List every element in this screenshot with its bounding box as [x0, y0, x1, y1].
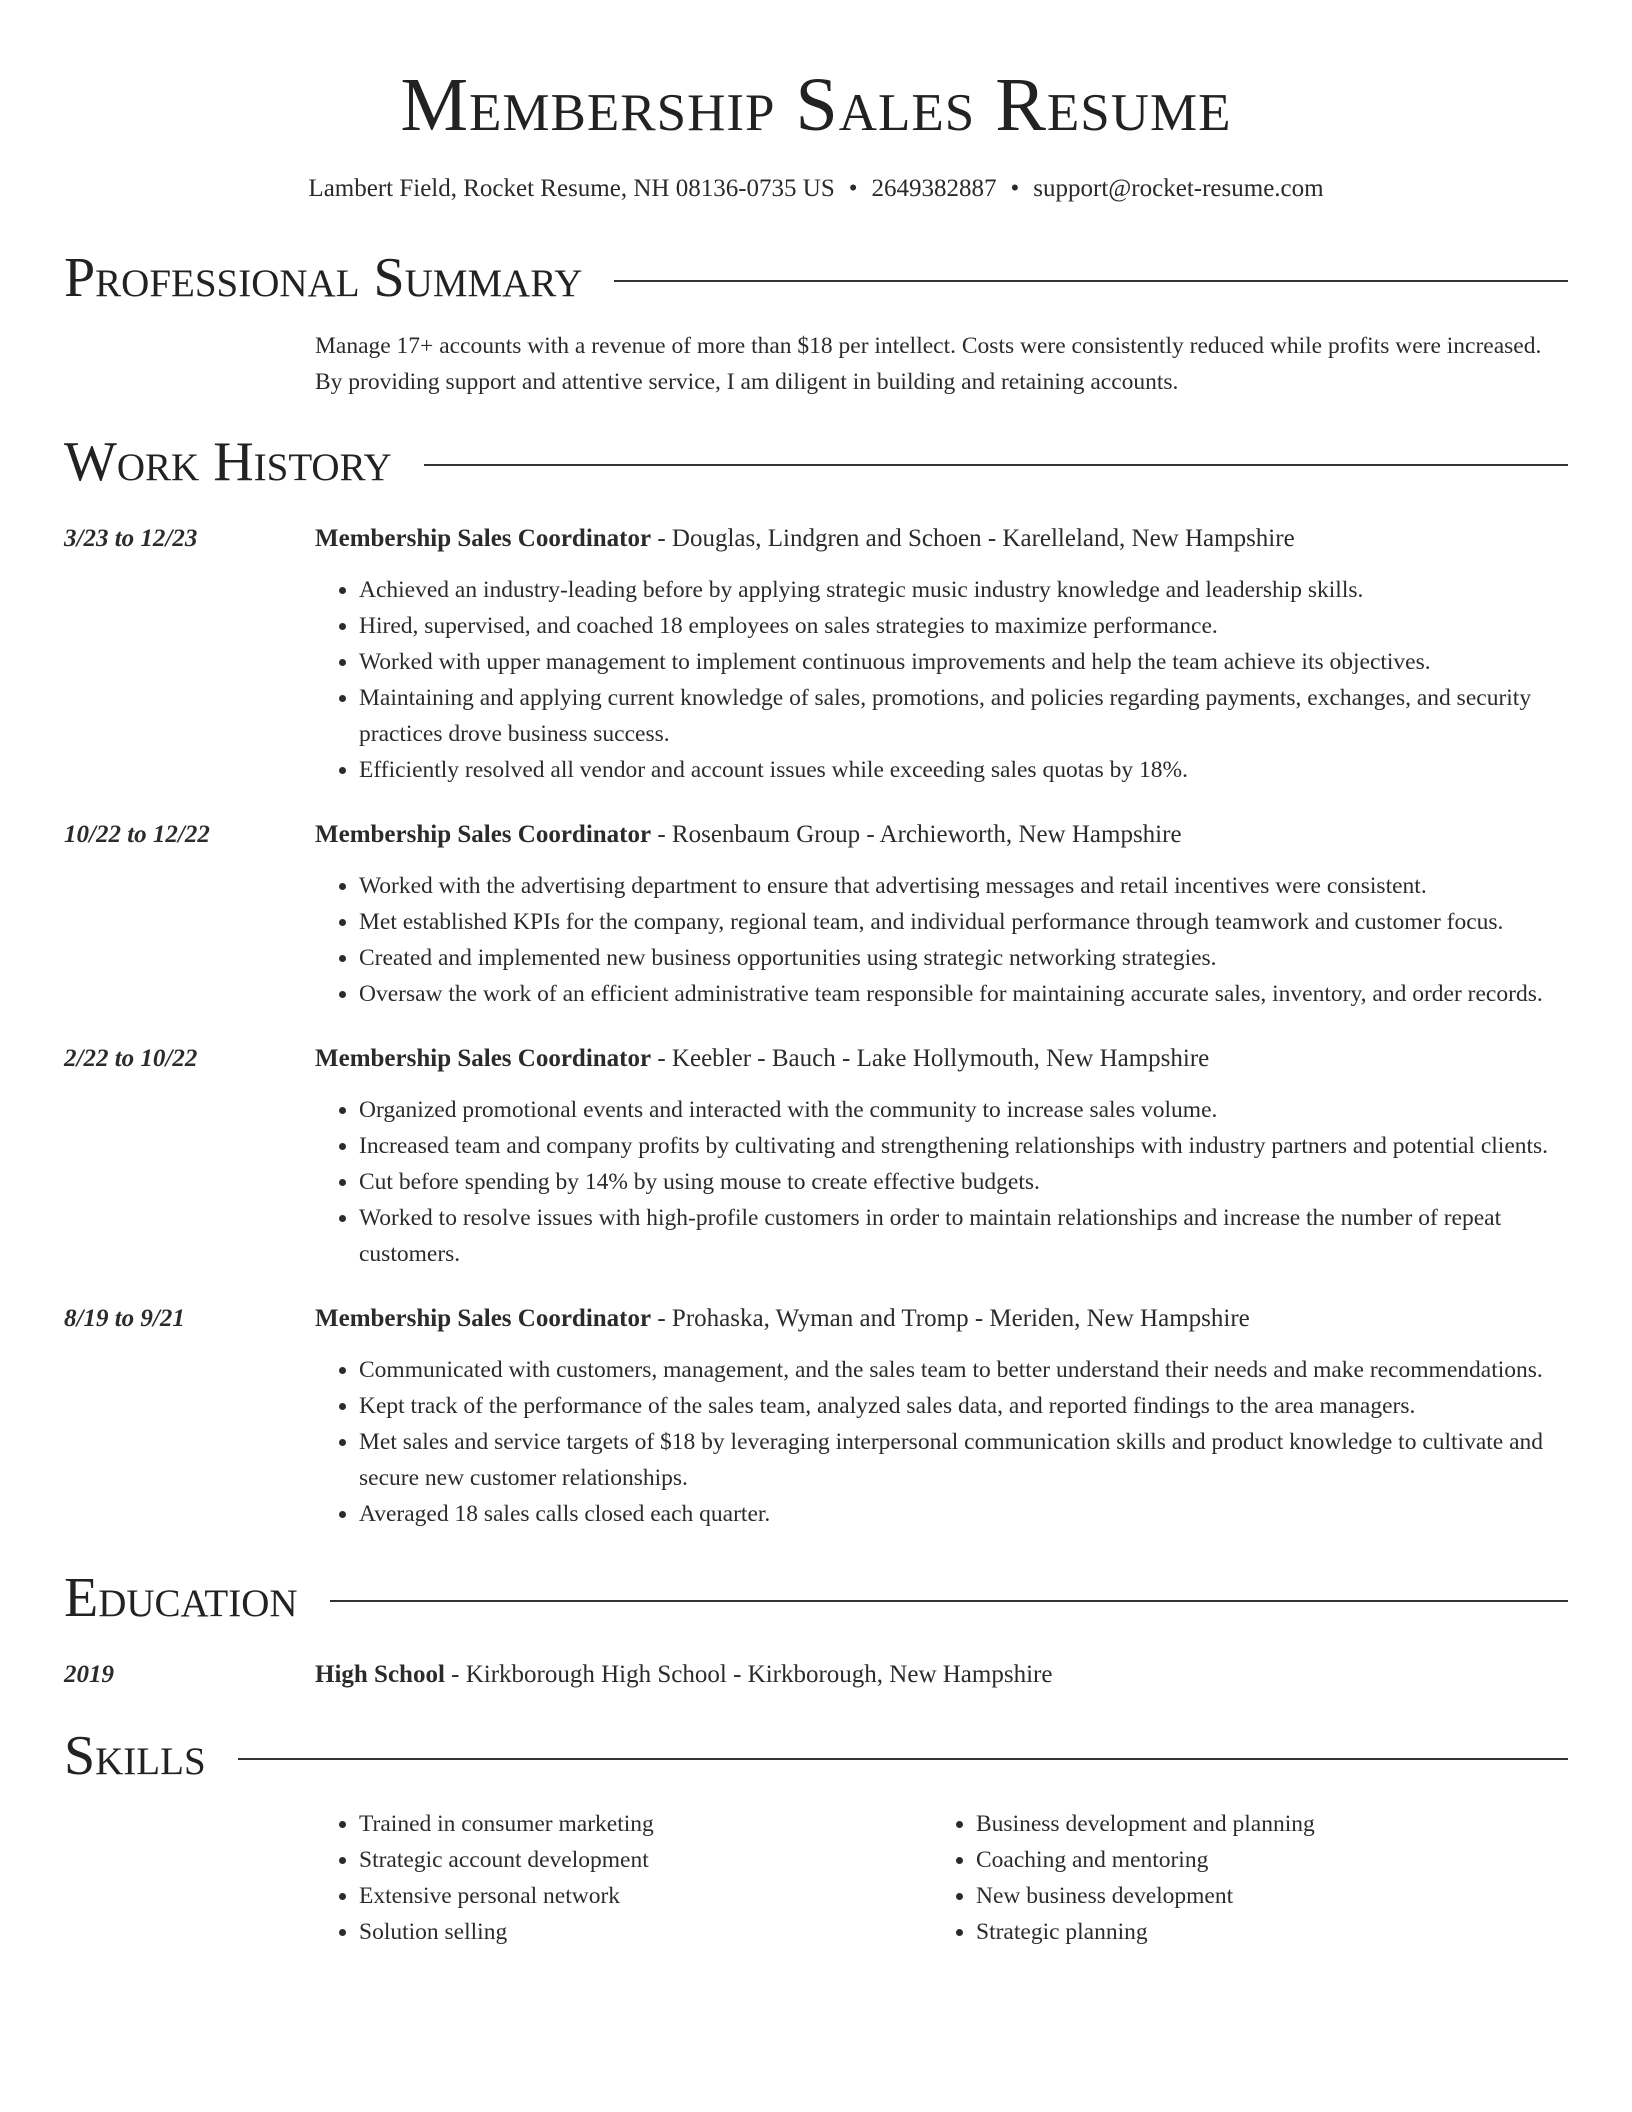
education-header [315, 1658, 1568, 1692]
section-divider [330, 1600, 1568, 1602]
job-bullet: • Met sales and service targets of $18 by leveraging interpersonal communication skills and product knowledge to cultivate and secure new customer relationships. [359, 1424, 1568, 1496]
job-title: Membership Sales Coordinator [315, 525, 652, 552]
skill-item: • Solution selling [359, 1914, 932, 1950]
section-header [64, 1560, 1568, 1636]
job-header [315, 1042, 1568, 1076]
education-degree: High School [315, 1661, 445, 1688]
section-divider [238, 1758, 1568, 1760]
contact-email: support@rocket-resume.com [1033, 175, 1324, 202]
job-bullet: • Cut before spending by 14% by using mouse to create effective budgets. [359, 1164, 1568, 1200]
job-bullets [315, 1352, 1568, 1532]
job-title: Membership Sales Coordinator [315, 821, 652, 848]
work-history-section [64, 424, 1568, 1532]
job-entry [64, 818, 1568, 1012]
job-title: Membership Sales Coordinator [315, 1045, 652, 1072]
job-entry [64, 522, 1568, 788]
skill-item: • Business development and planning [976, 1806, 1549, 1842]
job-employer: - Rosenbaum Group - Archieworth, New Hampshire [651, 821, 1182, 848]
section-header [64, 240, 1568, 316]
education-section [64, 1560, 1568, 1692]
skills-grid [315, 1806, 1568, 1950]
education-body [315, 1658, 1568, 1692]
skills-column-right [932, 1806, 1549, 1950]
job-employer: - Douglas, Lindgren and Schoen - Karelleland, New Hampshire [651, 525, 1295, 552]
job-bullet: • Increased team and company profits by cultivating and strengthening relationships with industry partners and potential clients. [359, 1128, 1568, 1164]
contact-line [64, 174, 1568, 204]
skill-item: • Strategic planning [976, 1914, 1549, 1950]
job-dates: 8/19 to 9/21 [64, 1305, 185, 1332]
job-bullets [315, 868, 1568, 1012]
resume-title: Membership Sales Resume [400, 63, 1232, 147]
summary-section [64, 240, 1568, 400]
job-body [315, 1042, 1568, 1272]
summary-text: Manage 17+ accounts with a revenue of more than $18 per intellect. Costs were consistently reduced while profits were increased. By providing support and attentive service, I am diligent in building and retaining accounts. [315, 333, 1542, 395]
job-dates: 3/23 to 12/23 [64, 525, 198, 552]
job-bullet: • Efficiently resolved all vendor and account issues while exceeding sales quotas by 18%. [359, 752, 1568, 788]
contact-address: Lambert Field, Rocket Resume, NH 08136-0735 US [308, 175, 835, 202]
skill-item: • New business development [976, 1878, 1549, 1914]
section-divider [614, 280, 1568, 282]
work-history-heading: Work History [64, 431, 392, 493]
job-bullet: • Organized promotional events and interacted with the community to increase sales volume. [359, 1092, 1568, 1128]
skills-heading: Skills [64, 1725, 206, 1787]
job-entry [64, 1302, 1568, 1532]
job-bullet: • Worked with upper management to implement continuous improvements and help the team achieve its objectives. [359, 644, 1568, 680]
job-bullet: • Kept track of the performance of the sales team, analyzed sales data, and reported findings to the area managers. [359, 1388, 1568, 1424]
job-bullet: • Worked to resolve issues with high-profile customers in order to maintain relationships and increase the number of repeat customers. [359, 1200, 1568, 1272]
job-employer: - Keebler - Bauch - Lake Hollymouth, New Hampshire [651, 1045, 1210, 1072]
education-school: - Kirkborough High School - Kirkborough, New Hampshire [444, 1661, 1053, 1688]
job-employer: - Prohaska, Wyman and Tromp - Meriden, New Hampshire [651, 1305, 1250, 1332]
job-body [315, 1302, 1568, 1532]
job-bullet: • Averaged 18 sales calls closed each quarter. [359, 1496, 1568, 1532]
job-header [315, 522, 1568, 556]
contact-separator: • [848, 175, 858, 202]
job-bullet: • Met established KPIs for the company, regional team, and individual performance through teamwork and customer focus. [359, 904, 1568, 940]
job-bullets [315, 572, 1568, 788]
skills-section [64, 1718, 1568, 1950]
job-dates: 10/22 to 12/22 [64, 821, 210, 848]
skill-item: • Strategic account development [359, 1842, 932, 1878]
section-header [64, 1718, 1568, 1794]
skill-item: • Trained in consumer marketing [359, 1806, 932, 1842]
job-bullet: • Achieved an industry-leading before by applying strategic music industry knowledge and leadership skills. [359, 572, 1568, 608]
job-bullet: • Hired, supervised, and coached 18 employees on sales strategies to maximize performance. [359, 608, 1568, 644]
job-bullet: • Communicated with customers, management, and the sales team to better understand their needs and make recommendations. [359, 1352, 1568, 1388]
job-header [315, 1302, 1568, 1336]
job-bullet: • Created and implemented new business opportunities using strategic networking strategies. [359, 940, 1568, 976]
job-bullet: • Maintaining and applying current knowledge of sales, promotions, and policies regarding payments, exchanges, and security practices drove business success. [359, 680, 1568, 752]
section-divider [424, 464, 1568, 466]
job-body [315, 818, 1568, 1012]
job-bullets [315, 1092, 1568, 1272]
education-year: 2019 [64, 1661, 114, 1688]
contact-separator: • [1010, 175, 1020, 202]
section-header [64, 424, 1568, 500]
summary-heading: Professional Summary [64, 247, 583, 309]
education-entry [64, 1658, 1568, 1692]
job-entry [64, 1042, 1568, 1272]
skill-item: • Coaching and mentoring [976, 1842, 1549, 1878]
skill-item: • Extensive personal network [359, 1878, 932, 1914]
education-heading: Education [64, 1567, 298, 1629]
skills-column-left [315, 1806, 932, 1950]
job-dates: 2/22 to 10/22 [64, 1045, 198, 1072]
job-title: Membership Sales Coordinator [315, 1305, 652, 1332]
job-bullet: • Oversaw the work of an efficient administrative team responsible for maintaining accurate sales, inventory, and order records. [359, 976, 1568, 1012]
job-body [315, 522, 1568, 788]
contact-phone: 2649382887 [871, 175, 997, 202]
job-bullet: • Worked with the advertising department to ensure that advertising messages and retail incentives were consistent. [359, 868, 1568, 904]
job-header [315, 818, 1568, 852]
